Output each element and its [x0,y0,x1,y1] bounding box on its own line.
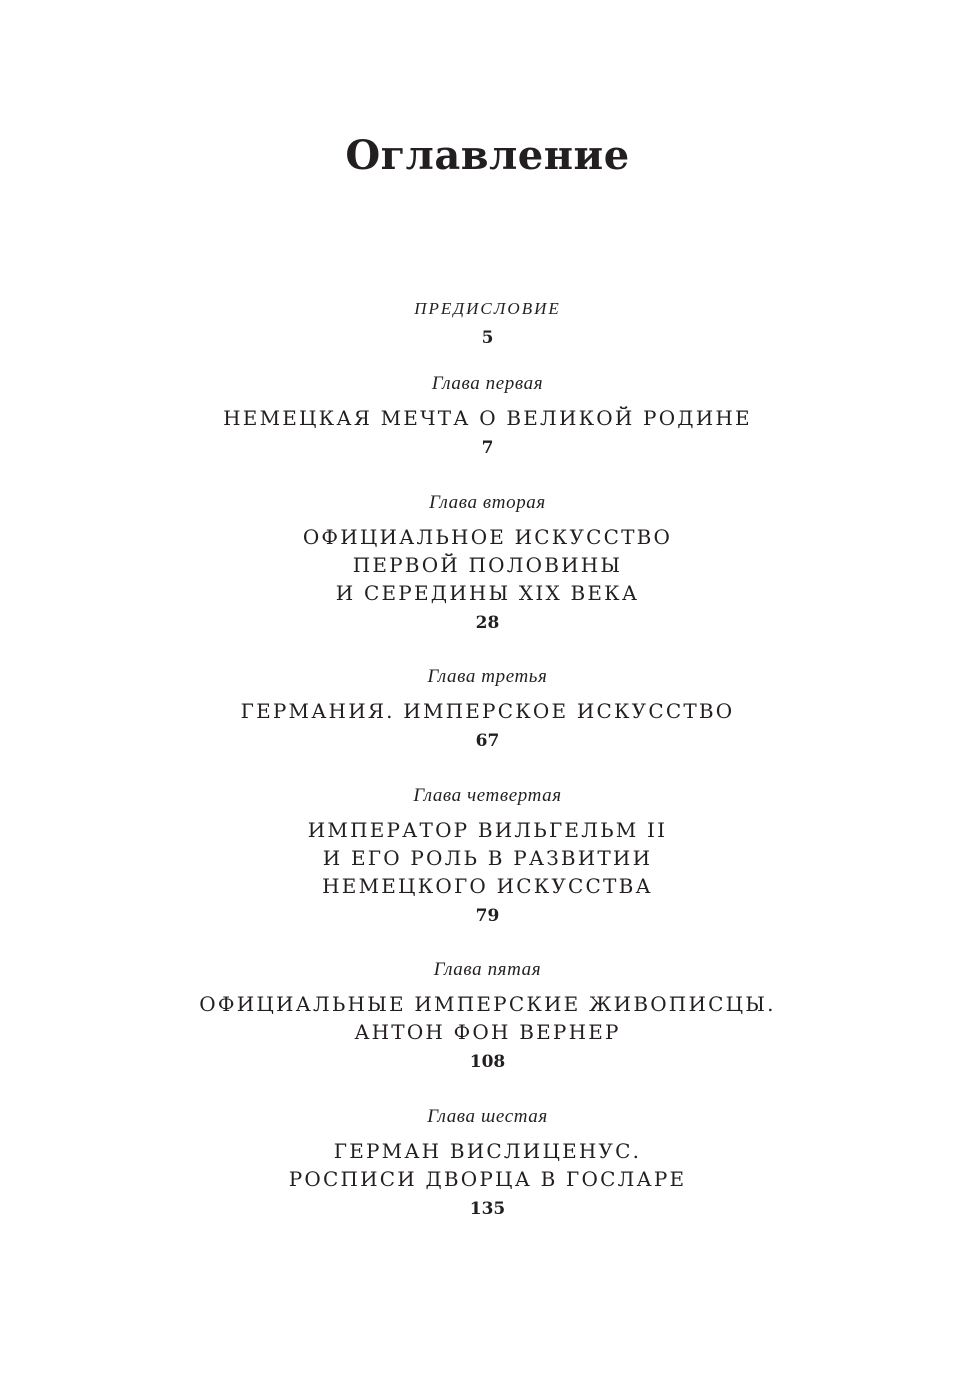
chapter-title [0,697,975,725]
chapter-title-line: И СЕРЕДИНЫ XIX ВЕКА [335,581,640,605]
chapter-title-line: НЕМЕЦКОГО ИСКУССТВА [322,874,653,898]
page-number: 5 [481,328,494,348]
page-title: Оглавление [345,132,630,179]
toc-entry-preface [0,296,975,350]
chapter-label: Глава третья [427,666,548,687]
chapter-title-line: НЕМЕЦКАЯ МЕЧТА О ВЕЛИКОЙ РОДИНЕ [223,406,752,430]
toc-entry-chapter-2 [0,490,975,635]
page-number: 135 [469,1199,506,1219]
chapter-title-line: АНТОН ФОН ВЕРНЕР [354,1020,621,1044]
toc-entry-chapter-3 [0,664,975,753]
page-number: 79 [475,906,500,926]
page-number: 108 [469,1052,506,1072]
chapter-label: Глава первая [431,373,544,394]
chapter-label: Глава вторая [429,492,546,513]
chapter-title [0,404,975,432]
chapter-title-line: ОФИЦИАЛЬНЫЕ ИМПЕРСКИЕ ЖИВОПИСЦЫ. [199,992,776,1016]
chapter-title [0,990,975,1046]
chapter-title-line: ПЕРВОЙ ПОЛОВИНЫ [352,553,623,577]
toc-entry-chapter-6 [0,1104,975,1221]
chapter-title [0,816,975,900]
toc-entry-chapter-1 [0,371,975,460]
page-number: 28 [475,613,500,633]
chapter-title [0,1137,975,1193]
chapter-label: Глава шестая [427,1106,548,1127]
page-number: 7 [481,438,494,458]
chapter-title-line: ИМПЕРАТОР ВИЛЬГЕЛЬМ II [307,818,668,842]
toc-entry-chapter-4 [0,783,975,928]
chapter-title [0,523,975,607]
chapter-title-line: ГЕРМАН ВИСЛИЦЕНУС. [333,1139,642,1163]
chapter-title-line: РОСПИСИ ДВОРЦА В ГОСЛАРЕ [288,1167,687,1191]
section-label: ПРЕДИСЛОВИЕ [414,299,561,318]
chapter-label: Глава четвертая [413,785,562,806]
chapter-label: Глава пятая [433,959,542,980]
chapter-title-line: ГЕРМАНИЯ. ИМПЕРСКОЕ ИСКУССТВО [240,699,735,723]
chapter-title-line: ОФИЦИАЛЬНОЕ ИСКУССТВО [302,525,673,549]
chapter-title-line: И ЕГО РОЛЬ В РАЗВИТИИ [322,846,653,870]
page-number: 67 [475,731,500,751]
toc-entry-chapter-5 [0,957,975,1074]
